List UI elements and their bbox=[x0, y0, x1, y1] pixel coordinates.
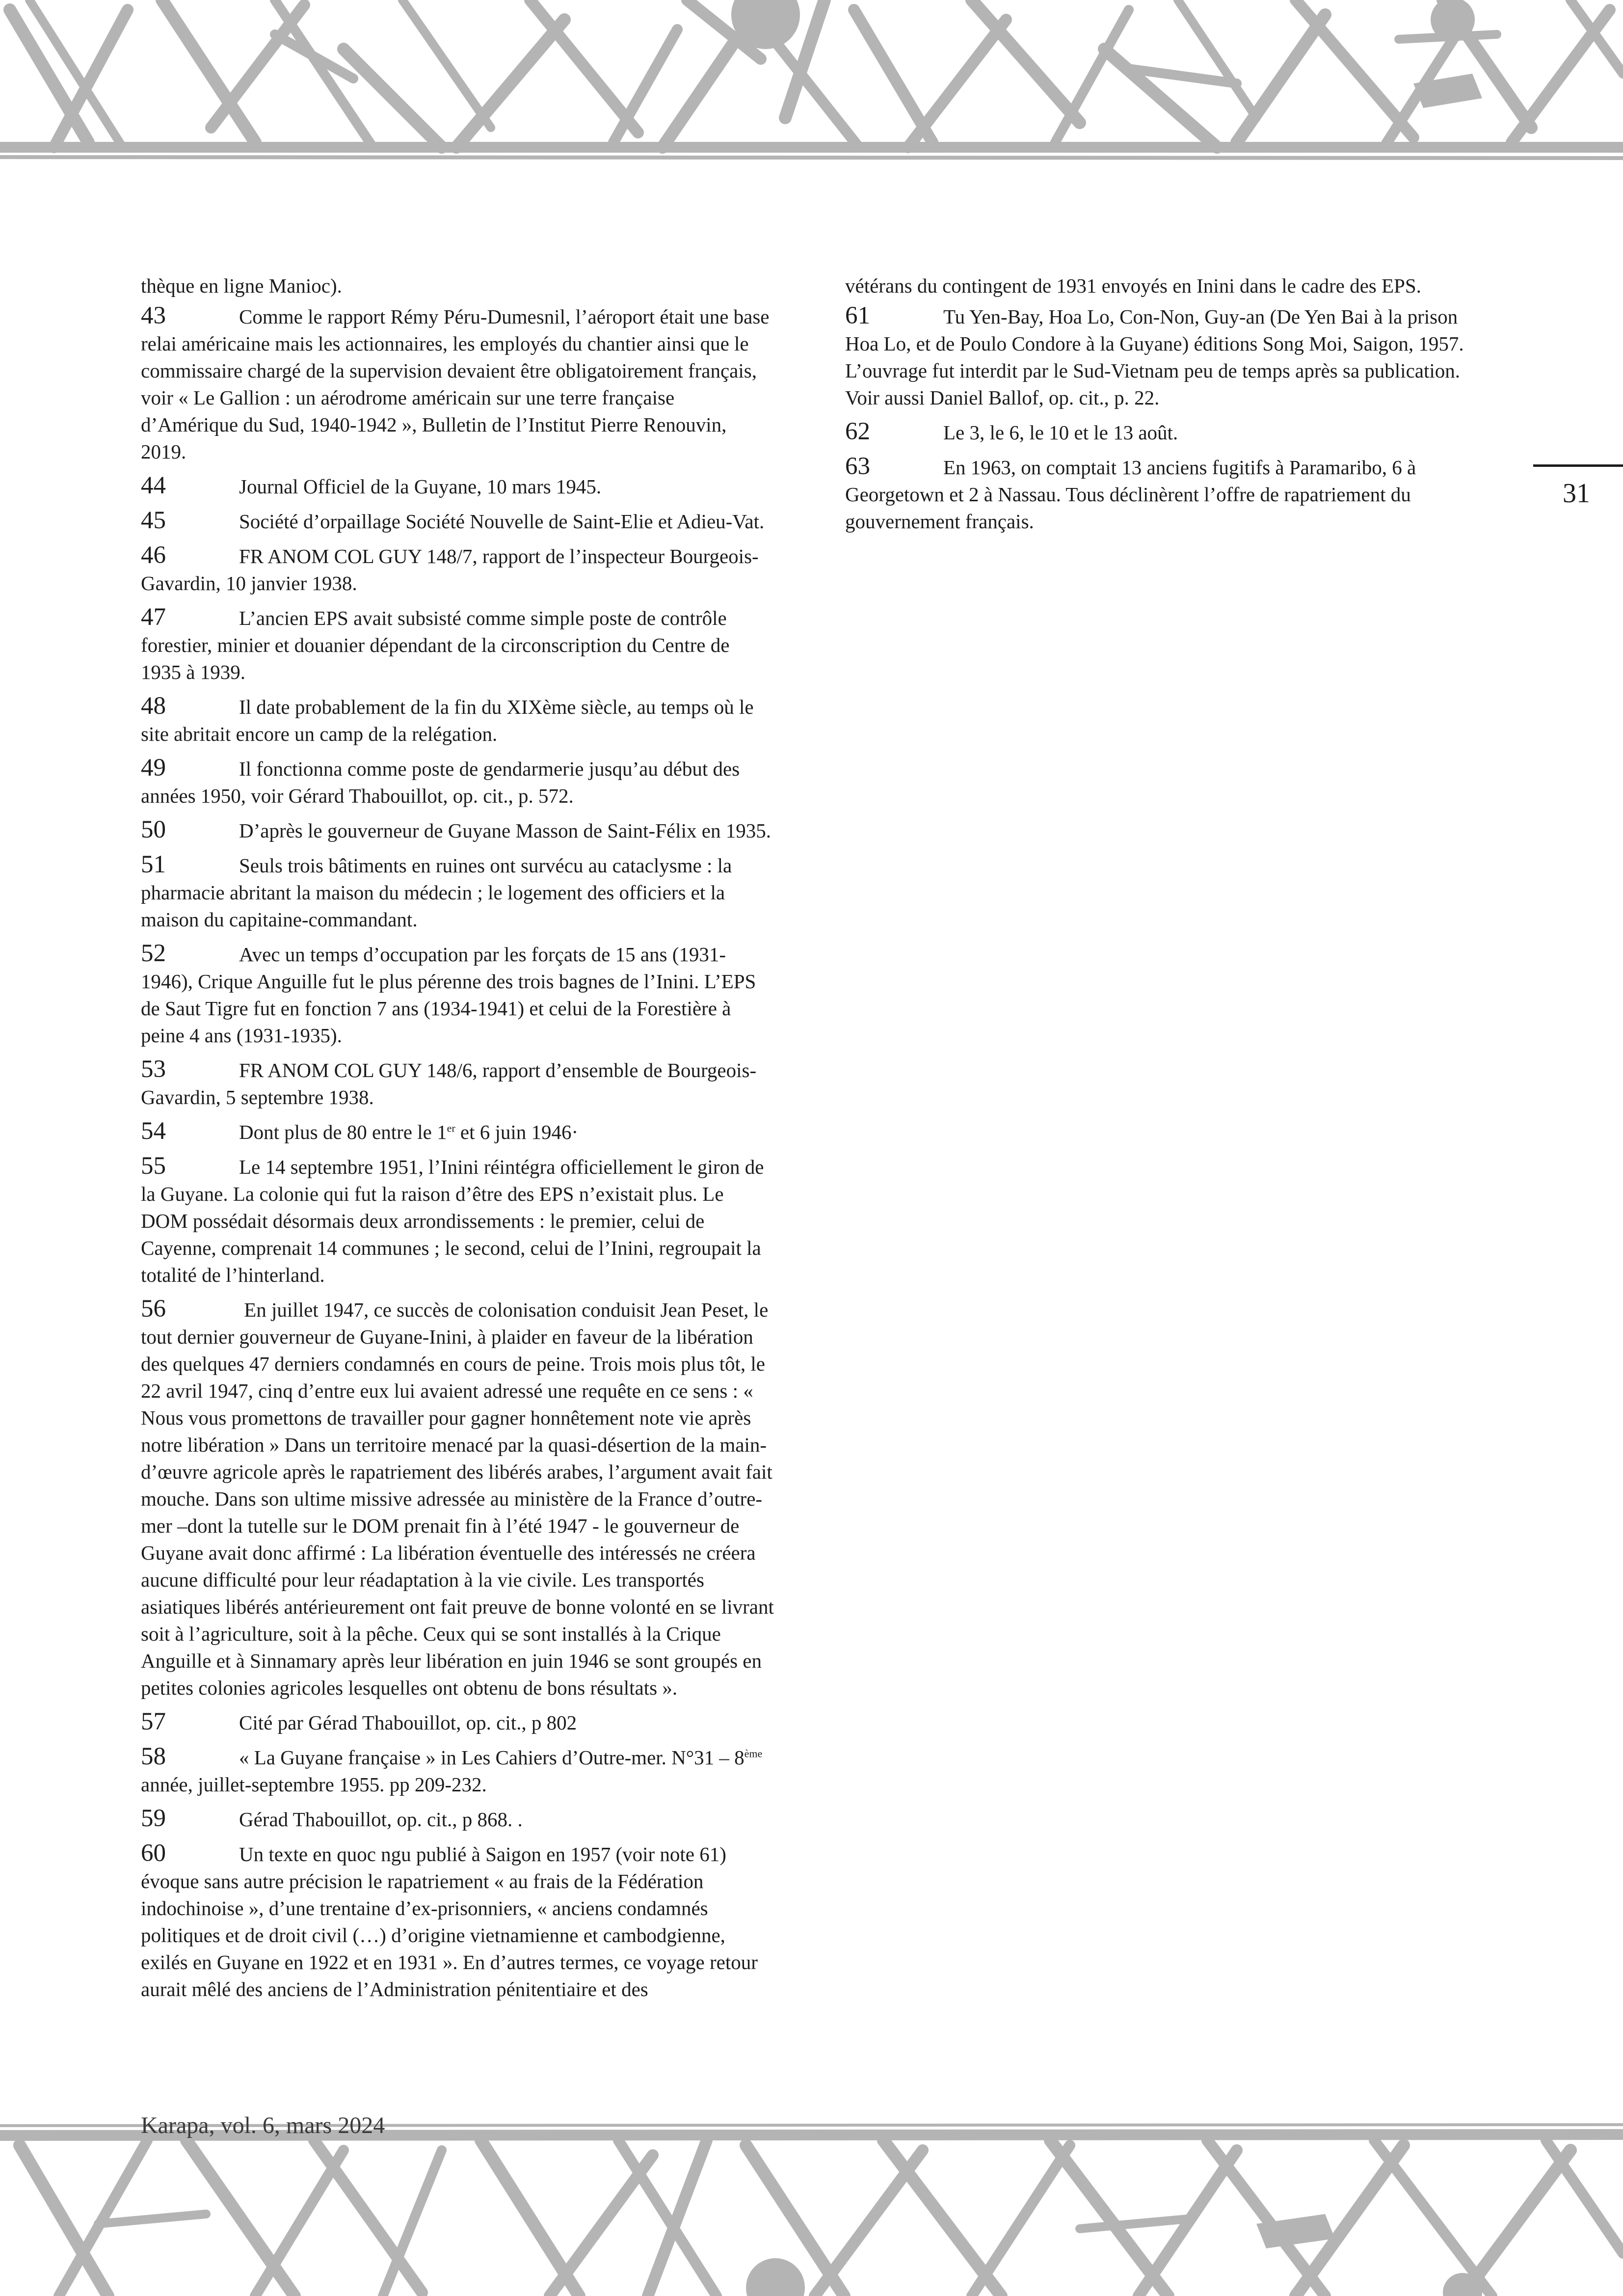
footnote-58: 58 « La Guyane française » in Les Cahiers d’Outre-mer. N°31 – 8ème année, juillet-septembre 1955. pp 209-232. bbox=[141, 1743, 763, 1796]
footnote-text: Le 3, le 6, le 10 et le 13 août. bbox=[943, 421, 1178, 444]
footnote-63: 63 En 1963, on comptait 13 anciens fugitifs à Paramaribo, 6 à Georgetown et 2 à Nassau. Tous déclinèrent l’offre de rapatriement du gouvernement français. bbox=[845, 453, 1416, 533]
footnote-57: 57 Cité par Gérad Thabouillot, op. cit., p 802 bbox=[141, 1708, 577, 1735]
footnote-text: Dont plus de 80 entre le 1 bbox=[239, 1121, 447, 1143]
right-column bbox=[845, 272, 1475, 542]
footnote-text: FR ANOM COL GUY 148/7, rapport de l’inspecteur Bourgeois-Gavardin, 10 janvier 1938. bbox=[141, 545, 759, 594]
footnote-49: 49 Il fonctionna comme poste de gendarmerie jusqu’au début des années 1950, voir Gérard Thabouillot, op. cit., p. 572. bbox=[141, 754, 740, 807]
footnote-text: L’ancien EPS avait subsisté comme simple poste de contrôle forestier, minier et douanier dépendant de la circonscription du Centre de 1935 à 1939. bbox=[141, 607, 730, 683]
footnote-62: 62 Le 3, le 6, le 10 et le 13 août. bbox=[845, 418, 1178, 445]
footnote-superscript: er bbox=[447, 1122, 455, 1134]
footnote-text: « La Guyane française » in Les Cahiers d’Outre-mer. N°31 – 8 bbox=[239, 1746, 745, 1769]
footnote-61: 61 Tu Yen-Bay, Hoa Lo, Con-Non, Guy-an (De Yen Bai à la prison Hoa Lo, et de Poulo Condore à la Guyane) éditions Song Moi, Saigon, 1957. L’ouvrage fut interdit par le Sud-Vietnam peu de temps après sa publication. Voir aussi Daniel Ballof, op. cit., p. 22. bbox=[845, 302, 1464, 409]
footnote-43: 43 Comme le rapport Rémy Péru-Dumesnil, l’aéroport était une base relai américaine mais les actionnaires, les employés du chantier ainsi que le commissaire chargé de la supervision devaient être obligatoirement français, voir « Le Gallion : un aérodrome américain sur une terre française d’Amérique du Sud, 1940-1942 », Bulletin de l’Institut Pierre Renouvin, 2019. bbox=[141, 302, 770, 463]
footnote-text: Tu Yen-Bay, Hoa Lo, Con-Non, Guy-an (De Yen Bai à la prison Hoa Lo, et de Poulo Condore à la Guyane) éditions Song Moi, Saigon, 1957. L’ouvrage fut interdit par le Sud-Vietnam peu de temps après sa publication. Voir aussi Daniel Ballof, op. cit., p. 22. bbox=[845, 305, 1464, 409]
footnote-text: En 1963, on comptait 13 anciens fugitifs à Paramaribo, 6 à Georgetown et 2 à Nassau. Tous déclinèrent l’offre de rapatriement du gouvernement français. bbox=[845, 456, 1416, 533]
footnote-text: FR ANOM COL GUY 148/6, rapport d’ensemble de Bourgeois-Gavardin, 5 septembre 1938. bbox=[141, 1059, 757, 1108]
footnote-52: 52 Avec un temps d’occupation par les forçats de 15 ans (1931-1946), Crique Anguille fut le plus pérenne des trois bagnes de l’Inini. L’EPS de Saut Tigre fut en fonction 7 ans (1934-1941) et celui de la Forestière à peine 4 ans (1931-1935). bbox=[141, 940, 756, 1047]
woven-pattern-graphic bbox=[0, 0, 1623, 196]
footnote-text: En juillet 1947, ce succès de colonisation conduisit Jean Peset, le tout dernier gouverneur de Guyane-Inini, à plaider en faveur de la libération des quelques 47 derniers condamnés en cours de peine. Trois mois plus tôt, le 22 avril 1947, cinq d’entre eux lui avaient adressé une requête en ce sens : « Nous vous promettons de travailler pour gagner honnêtement note vie après notre libération » Dans un territoire menacé par la quasi-désertion de la main-d’œuvre agricole après le rapatriement des libérés arabes, l’argument avait fait mouche. Dans son ultime missive adressée au ministère de la France d’outre-mer –dont la tutelle sur le DOM prenait fin à l’été 1947 - le gouverneur de Guyane avait donc affirmé : La libération éventuelle des intéressés ne créera aucune difficulté pour leur réadaptation à la vie civile. Les transportés asiatiques libérés antérieurement ont fait preuve de bonne volonté en se livrant soit à l’agriculture, soit à la pêche. Ceux qui se sont installés à la Crique Anguille et à Sinnamary après leur libération en juin 1946 se sont groupés en petites colonies agricoles lesquelles ont obtenu de bons résultats ». bbox=[141, 1298, 774, 1699]
footnote-56: 56 En juillet 1947, ce succès de colonisation conduisit Jean Peset, le tout dernier gouverneur de Guyane-Inini, à plaider en faveur de la libération des quelques 47 derniers condamnés en cours de peine. Trois mois plus tôt, le 22 avril 1947, cinq d’entre eux lui avaient adressé une requête en ce sens : « Nous vous promettons de travailler pour gagner honnêtement note vie après notre libération » Dans un territoire menacé par la quasi-désertion de la main-d’œuvre agricole après le rapatriement des libérés arabes, l’argument avait fait mouche. Dans son ultime missive adressée au ministère de la France d’outre-mer –dont la tutelle sur le DOM prenait fin à l’été 1947 - le gouverneur de Guyane avait donc affirmé : La libération éventuelle des intéressés ne créera aucune difficulté pour leur réadaptation à la vie civile. Les transportés asiatiques libérés antérieurement ont fait preuve de bonne volonté en se livrant soit à l’agriculture, soit à la pêche. Ceux qui se sont installés à la Crique Anguille et à Sinnamary après leur libération en juin 1946 se sont groupés en petites colonies agricoles lesquelles ont obtenu de bons résultats ». bbox=[141, 1295, 774, 1699]
footnote-46: 46 FR ANOM COL GUY 148/7, rapport de l’inspecteur Bourgeois-Gavardin, 10 janvier 1938. bbox=[141, 541, 759, 594]
footnote-text: Avec un temps d’occupation par les forçats de 15 ans (1931-1946), Crique Anguille fut le plus pérenne des trois bagnes de l’Inini. L’EPS de Saut Tigre fut en fonction 7 ans (1934-1941) et celui de la Forestière à peine 4 ans (1931-1935). bbox=[141, 943, 756, 1047]
footnote-text: Un texte en quoc ngu publié à Saigon en 1957 (voir note 61) évoque sans autre précision le rapatriement « au frais de la Fédération indochinoise », d’une trentaine d’ex-prisonniers, « anciens condamnés politiques et de droit civil (…) d’origine vietnamienne et cambodgienne, exilés en Guyane en 1922 et en 1931 ». En d’autres termes, ce voyage retour aurait mêlé des anciens de l’Administration pénitentiaire et des bbox=[141, 1843, 758, 2000]
footnote-text: Le 14 septembre 1951, l’Inini réintégra officiellement le giron de la Guyane. La colonie qui fut la raison d’être des EPS n’existait plus. Le DOM possédait désormais deux arrondissements : le premier, celui de Cayenne, comprenait 14 communes ; le second, celui de l’Inini, regroupait la totalité de l’hinterland. bbox=[141, 1156, 764, 1286]
footnote-text: Gérad Thabouillot, op. cit., p 868. . bbox=[239, 1808, 523, 1831]
footnote-text: Société d’orpaillage Société Nouvelle de Saint-Elie et Adieu-Vat. bbox=[239, 510, 765, 533]
footnote-superscript: ème bbox=[744, 1747, 763, 1760]
footnote-text: Cité par Gérad Thabouillot, op. cit., p 802 bbox=[239, 1711, 577, 1734]
footnote-text: Il fonctionna comme poste de gendarmerie jusqu’au début des années 1950, voir Gérard Thabouillot, op. cit., p. 572. bbox=[141, 757, 740, 807]
footnote-text: Il date probablement de la fin du XIXème siècle, au temps où le site abritait encore un camp de la relégation. bbox=[141, 696, 754, 745]
footnote-50: 50 D’après le gouverneur de Guyane Masson de Saint-Félix en 1935. bbox=[141, 816, 771, 843]
footnote-47: 47 L’ancien EPS avait subsisté comme simple poste de contrôle forestier, minier et douanier dépendant de la circonscription du Centre de 1935 à 1939. bbox=[141, 603, 730, 683]
footnote-text: Journal Officiel de la Guyane, 10 mars 1945. bbox=[239, 475, 602, 498]
footnote-44: 44 Journal Officiel de la Guyane, 10 mars 1945. bbox=[141, 472, 602, 499]
footnote-53: 53 FR ANOM COL GUY 148/6, rapport d’ensemble de Bourgeois-Gavardin, 5 septembre 1938. bbox=[141, 1055, 757, 1108]
footnote-text: D’après le gouverneur de Guyane Masson de Saint-Félix en 1935. bbox=[239, 819, 771, 842]
page-number-rule bbox=[1533, 464, 1623, 467]
footnote-text-end: et 6 juin 1946· bbox=[455, 1121, 579, 1143]
page-number: 31 bbox=[1563, 478, 1590, 509]
footnote-text: Seuls trois bâtiments en ruines ont survécu au cataclysme : la pharmacie abritant la maison du médecin ; le logement des officiers et la maison du capitaine-commandant. bbox=[141, 854, 732, 931]
top-decorative-band bbox=[0, 0, 1623, 196]
footnote-60: 60 Un texte en quoc ngu publié à Saigon en 1957 (voir note 61) évoque sans autre précision le rapatriement « au frais de la Fédération indochinoise », d’une trentaine d’ex-prisonniers, « anciens condamnés politiques et de droit civil (…) d’origine vietnamienne et cambodgienne, exilés en Guyane en 1922 et en 1931 ». En d’autres termes, ce voyage retour aurait mêlé des anciens de l’Administration pénitentiaire et des bbox=[141, 1839, 758, 2000]
footnote-55: 55 Le 14 septembre 1951, l’Inini réintégra officiellement le giron de la Guyane. La colonie qui fut la raison d’être des EPS n’existait plus. Le DOM possédait désormais deux arrondissements : le premier, celui de Cayenne, comprenait 14 communes ; le second, celui de l’Inini, regroupait la totalité de l’hinterland. bbox=[141, 1152, 764, 1286]
footnote-51: 51 Seuls trois bâtiments en ruines ont survécu au cataclysme : la pharmacie abritant la maison du médecin ; le logement des officiers et la maison du capitaine-commandant. bbox=[141, 851, 732, 931]
left-column bbox=[141, 272, 774, 2010]
footnote-54: 54 Dont plus de 80 entre le 1er et 6 juin 1946· bbox=[141, 1117, 579, 1145]
footnote-text: Comme le rapport Rémy Péru-Dumesnil, l’aéroport était une base relai américaine mais les actionnaires, les employés du chantier ainsi que le commissaire chargé de la supervision devaient être obligatoirement français, voir « Le Gallion : un aérodrome américain sur une terre française d’Amérique du Sud, 1940-1942 », Bulletin de l’Institut Pierre Renouvin, 2019. bbox=[141, 305, 770, 463]
journal-footer: Karapa, vol. 6, mars 2024 bbox=[141, 2112, 385, 2138]
continuation-text: vétérans du contingent de 1931 envoyés en Inini dans le cadre des EPS. bbox=[845, 274, 1421, 297]
continuation-text: thèque en ligne Manioc). bbox=[141, 274, 342, 297]
footnote-text-end: année, juillet-septembre 1955. pp 209-232. bbox=[141, 1773, 487, 1796]
footnote-48: 48 Il date probablement de la fin du XIXème siècle, au temps où le site abritait encore un camp de la relégation. bbox=[141, 692, 754, 745]
footnote-59: 59 Gérad Thabouillot, op. cit., p 868. . bbox=[141, 1805, 523, 1832]
footnote-45: 45 Société d’orpaillage Société Nouvelle de Saint-Elie et Adieu-Vat. bbox=[141, 507, 765, 534]
